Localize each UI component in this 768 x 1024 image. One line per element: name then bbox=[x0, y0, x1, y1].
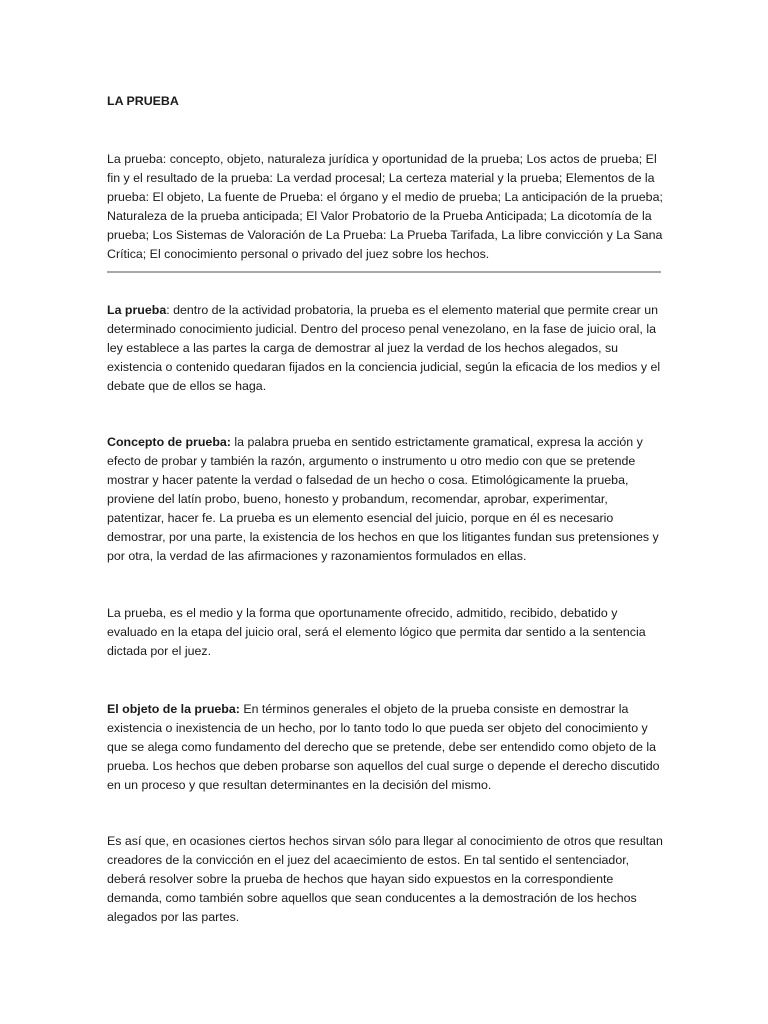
paragraph-la-prueba bbox=[107, 301, 663, 396]
paragraph-text: La prueba, es el medio y la forma que oportunamente ofrecido, admitido, recibido, debatido y evaluado en la etapa del juicio oral, será el elemento lógico que permita dar sentido a la sentencia dictada por el juez. bbox=[107, 606, 646, 658]
horizontal-divider bbox=[107, 271, 661, 273]
paragraph-hechos-conducentes bbox=[107, 832, 663, 927]
paragraph-text: En términos generales el objeto de la prueba consiste en demostrar la existencia o inexistencia de un hecho, por lo tanto todo lo que pueda ser objeto del conocimiento y que se alega como fundamento del derecho que se pretende, debe ser entendido como objeto de la prueba. Los hechos que deben probarse son aquellos del cual surge o depende el derecho discutido en un proceso y que resultan determinantes en la decisión del mismo. bbox=[107, 702, 660, 792]
term-objeto-de-la-prueba: El objeto de la prueba: bbox=[107, 702, 240, 716]
paragraph-objeto-de-la-prueba bbox=[107, 700, 663, 795]
document-title: LA PRUEBA bbox=[107, 94, 179, 108]
term-la-prueba: La prueba bbox=[107, 303, 167, 317]
term-concepto-de-prueba: Concepto de prueba: bbox=[107, 435, 231, 449]
paragraph-concepto-de-prueba bbox=[107, 433, 663, 566]
summary-paragraph: La prueba: concepto, objeto, naturaleza jurídica y oportunidad de la prueba; Los actos de prueba; El fin y el resultado de la prueba: La verdad procesal; La certeza material y la prueba; Elementos de la prueba: El objeto, La fuente de Prueba: el órgano y el medio de prueba; La anticipación de la prueba; Naturaleza de la prueba anticipada; El Valor Probatorio de la Prueba Anticipada; La dicotomía de la prueba; Los Sistemas de Valoración de La Prueba: La Prueba Tarifada, La libre convicción y La Sana Crítica; El conocimiento personal o privado del juez sobre los hechos. bbox=[107, 152, 663, 261]
paragraph-text: : dentro de la actividad probatoria, la prueba es el elemento material que permite crear un determinado conocimiento judicial. Dentro del proceso penal venezolano, en la fase de juicio oral, la ley establece a las partes la carga de demostrar al juez la verdad de los hechos alegados, su existencia o contenido quedaran fijados en la conciencia judicial, según la eficacia de los medios y el debate que de ellos se haga. bbox=[107, 303, 661, 393]
paragraph-text: Es así que, en ocasiones ciertos hechos sirvan sólo para llegar al conocimiento de otros que resultan creadores de la convicción en el juez del acaecimiento de estos. En tal sentido el sentenciador, deberá resolver sobre la prueba de hechos que hayan sido expuestos en la correspondiente demanda, como también sobre aquellos que sean conducentes a la demostración de los hechos alegados por las partes. bbox=[107, 834, 663, 924]
paragraph-medio-y-forma bbox=[107, 604, 663, 661]
paragraph-text: la palabra prueba en sentido estrictamente gramatical, expresa la acción y efecto de probar y también la razón, argumento o instrumento u otro medio con que se pretende mostrar y hacer patente la verdad o falsedad de un hecho o cosa. Etimológicamente la prueba, proviene del latín probo, bueno, honesto y probandum, recomendar, aprobar, experimentar, patentizar, hacer fe. La prueba es un elemento esencial del juicio, porque en él es necesario demostrar, por una parte, la existencia de los hechos en que los litigantes fundan sus pretensiones y por otra, la verdad de las afirmaciones y razonamientos formulados en ellas. bbox=[107, 435, 659, 563]
